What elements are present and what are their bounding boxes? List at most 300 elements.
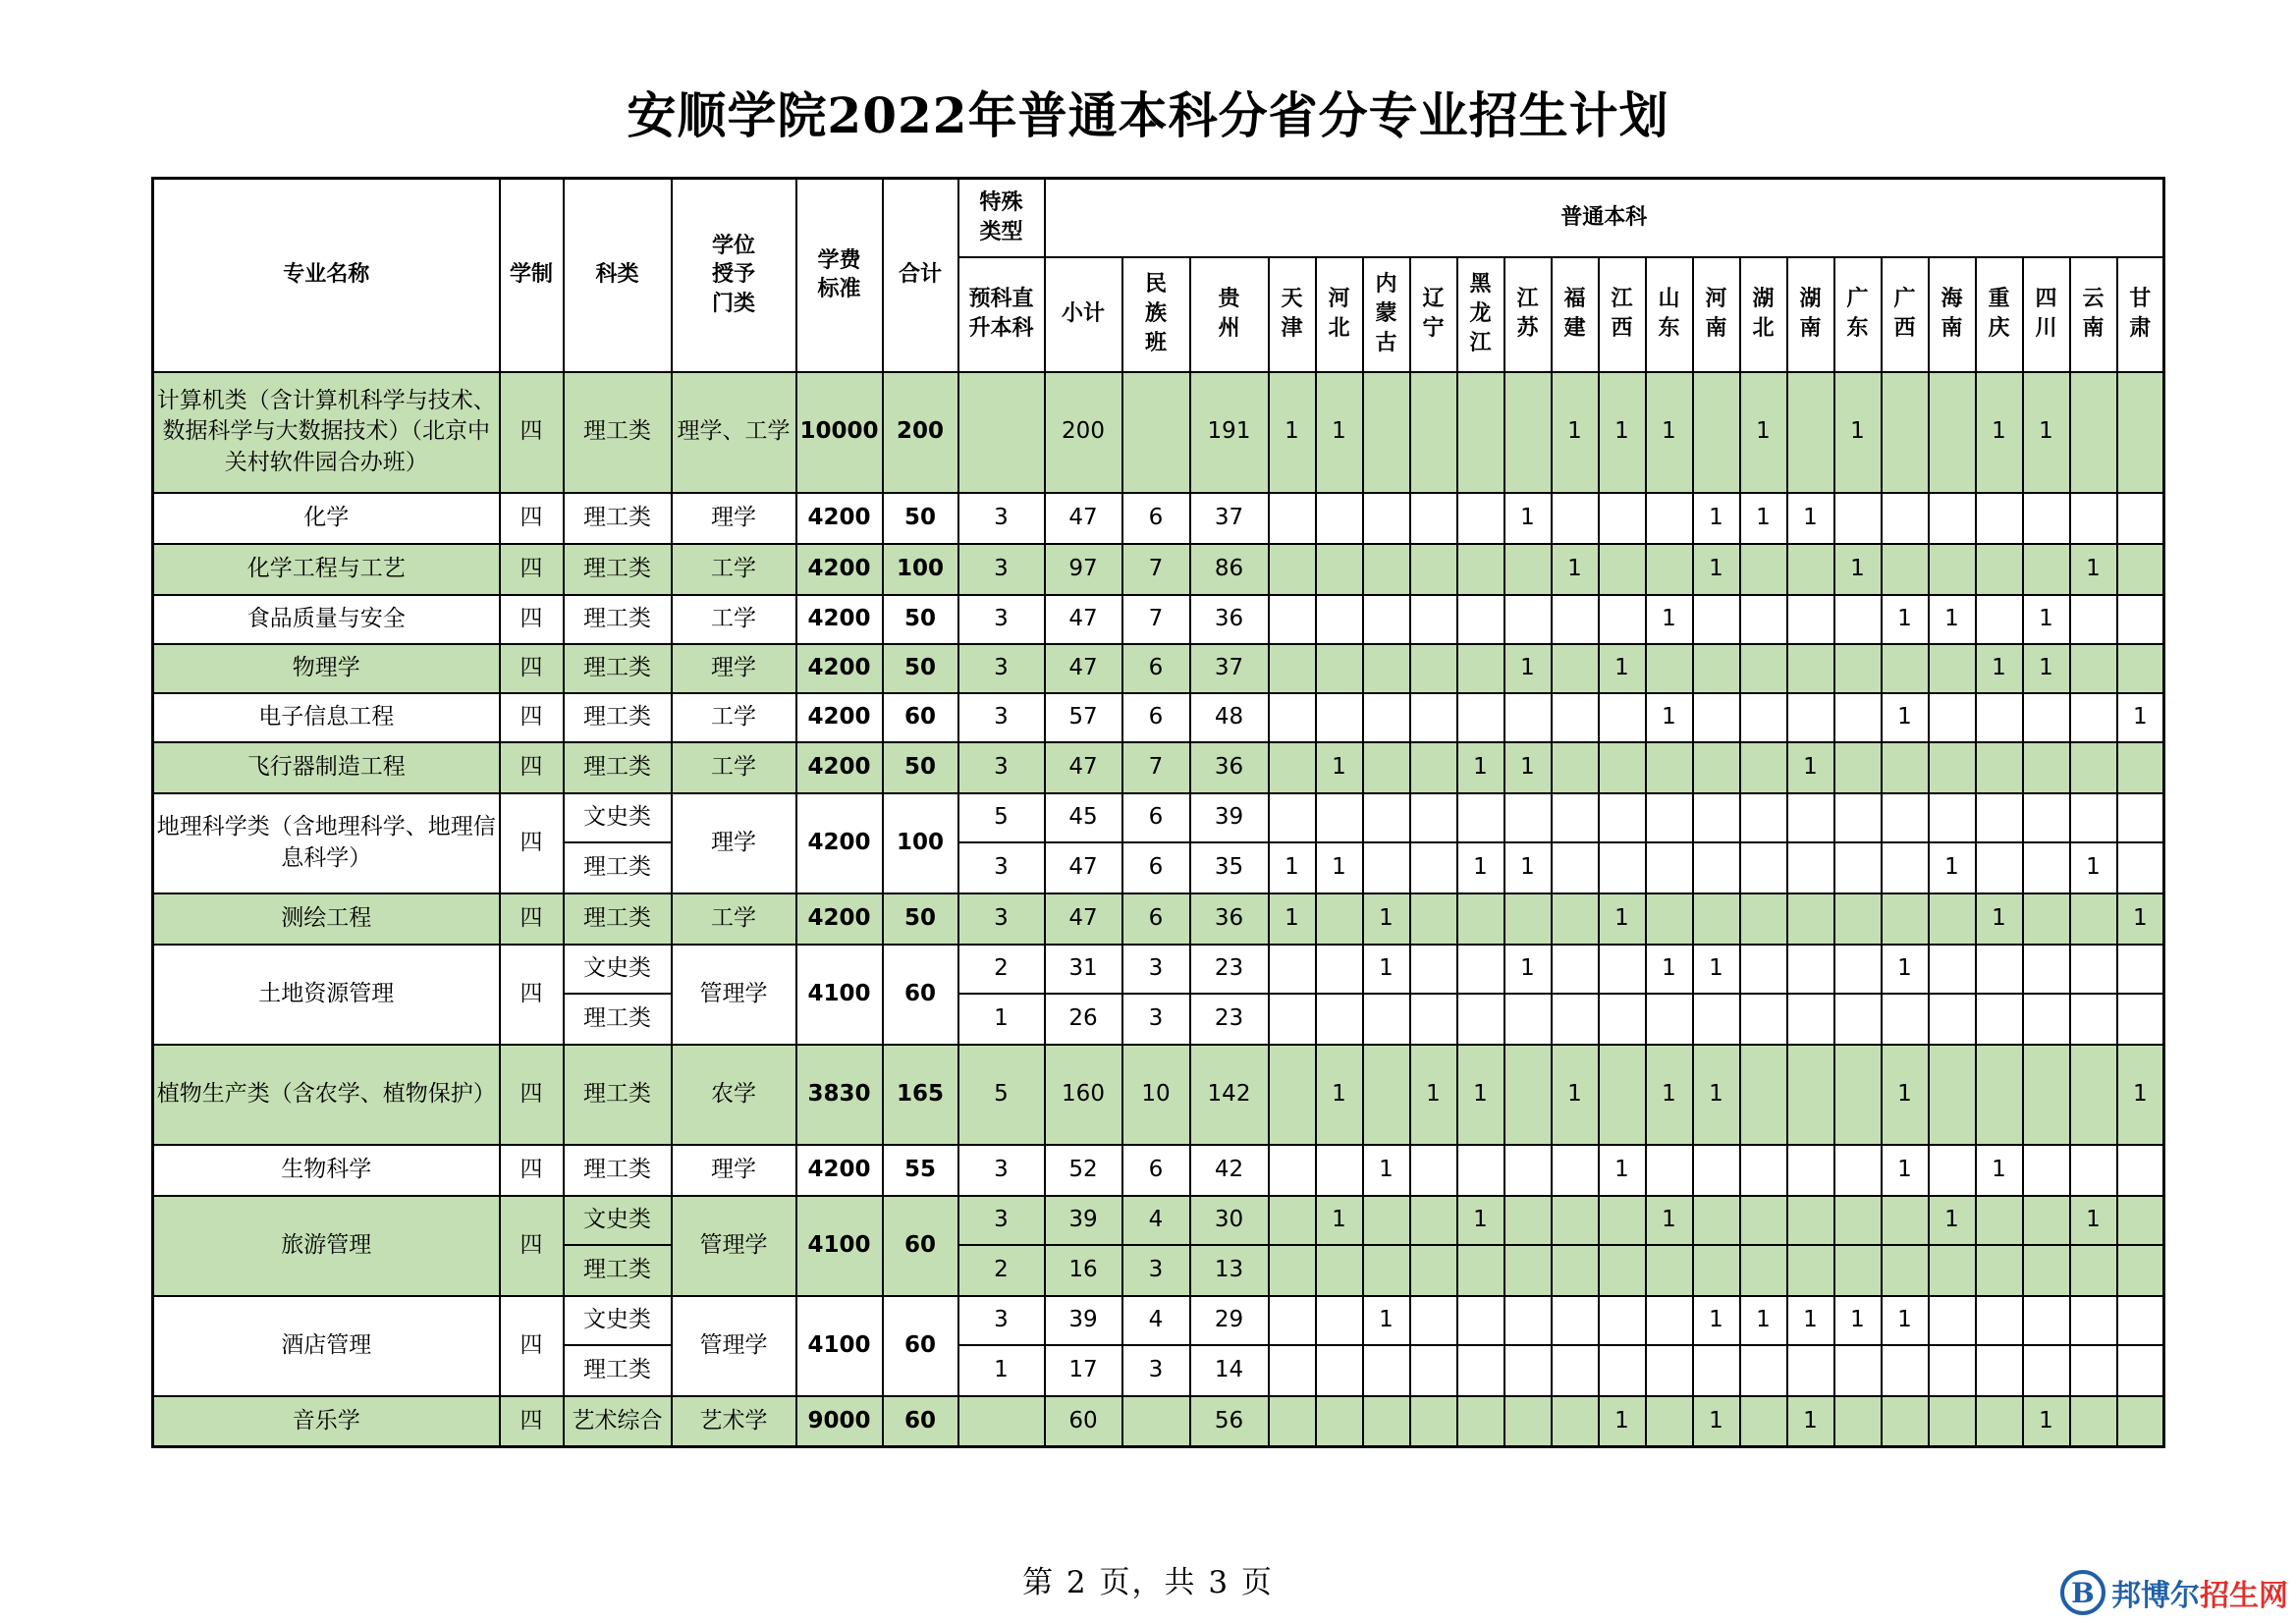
major-name: 食品质量与安全 — [153, 595, 500, 644]
province-quota-cell: 14 — [1190, 1345, 1269, 1396]
province-quota-cell: 1 — [1363, 1145, 1410, 1196]
province-quota-cell — [1834, 693, 1882, 742]
province-quota-cell — [1363, 544, 1410, 595]
fee-cell: 4200 — [796, 793, 883, 893]
province-quota-cell — [1363, 842, 1410, 893]
province-quota-cell — [1316, 1245, 1363, 1296]
province-quota-cell — [2117, 493, 2164, 544]
table-row — [153, 493, 2164, 544]
province-quota-cell — [1693, 893, 1740, 945]
province-quota-cell: 1 — [1976, 372, 2023, 493]
province-quota-cell — [1646, 644, 1693, 693]
province-quota-cell — [1269, 1396, 1316, 1447]
province-quota-cell — [2117, 742, 2164, 793]
major-name: 计算机类（含计算机科学与技术、数据科学与大数据技术）（北京中关村软件园合办班） — [153, 372, 500, 493]
province-quota-cell — [1834, 842, 1882, 893]
header-province — [1316, 257, 1363, 372]
province-quota-cell — [2117, 842, 2164, 893]
province-quota-cell: 29 — [1190, 1296, 1269, 1345]
province-quota-cell — [1504, 1396, 1552, 1447]
province-quota-cell — [1646, 1396, 1693, 1447]
province-quota-cell — [1976, 1396, 2023, 1447]
duration-cell: 四 — [500, 742, 564, 793]
total-cell: 50 — [883, 742, 958, 793]
major-name: 生物科学 — [153, 1145, 500, 1196]
yuke-cell: 5 — [958, 793, 1045, 842]
province-quota-cell — [1646, 842, 1693, 893]
table-row — [153, 1045, 2164, 1145]
province-quota-cell — [2070, 1145, 2117, 1196]
province-quota-cell — [1363, 644, 1410, 693]
table-row — [153, 644, 2164, 693]
province-quota-cell — [2070, 945, 2117, 994]
province-quota-cell — [1834, 1196, 1882, 1245]
province-quota-cell: 1 — [1269, 842, 1316, 893]
major-name: 物理学 — [153, 644, 500, 693]
subtotal-cell: 47 — [1045, 644, 1122, 693]
province-quota-cell — [1410, 842, 1457, 893]
major-name: 旅游管理 — [153, 1196, 500, 1296]
province-quota-cell: 1 — [1693, 1296, 1740, 1345]
province-quota-cell: 39 — [1190, 793, 1269, 842]
province-quota-cell: 37 — [1190, 644, 1269, 693]
duration-cell: 四 — [500, 595, 564, 644]
province-quota-cell — [1976, 793, 2023, 842]
province-quota-cell — [1976, 1296, 2023, 1345]
province-quota-cell — [1457, 1245, 1504, 1296]
province-quota-cell — [1740, 544, 1787, 595]
province-quota-cell: 1 — [1834, 544, 1882, 595]
province-quota-cell: 1 — [1693, 945, 1740, 994]
province-quota-cell: 1 — [1552, 544, 1599, 595]
province-quota-cell: 1 — [1552, 372, 1599, 493]
province-quota-cell — [1929, 1345, 1976, 1396]
province-quota-cell — [2023, 893, 2070, 945]
province-quota-cell — [1504, 1145, 1552, 1196]
province-quota-cell — [1834, 493, 1882, 544]
province-quota-cell — [1599, 1045, 1646, 1145]
province-quota-cell — [1834, 1045, 1882, 1145]
subtotal-cell: 16 — [1045, 1245, 1122, 1296]
province-quota-cell — [1457, 693, 1504, 742]
province-quota-cell — [1552, 793, 1599, 842]
province-quota-cell — [1410, 893, 1457, 945]
subtotal-cell: 200 — [1045, 372, 1122, 493]
province-quota-cell — [1410, 693, 1457, 742]
degree-cell: 工学 — [672, 893, 796, 945]
province-quota-cell: 37 — [1190, 493, 1269, 544]
province-quota-cell: 1 — [2023, 372, 2070, 493]
province-quota-cell — [1787, 1145, 1834, 1196]
province-quota-cell — [1504, 1196, 1552, 1245]
province-quota-cell: 1 — [1504, 742, 1552, 793]
total-cell: 60 — [883, 945, 958, 1045]
province-quota-cell: 1 — [1646, 1045, 1693, 1145]
track-cell: 理工类 — [564, 1245, 672, 1296]
province-quota-cell — [1976, 693, 2023, 742]
header-total: 合计 — [883, 179, 958, 372]
province-quota-cell — [1316, 493, 1363, 544]
province-quota-cell — [1834, 994, 1882, 1045]
duration-cell: 四 — [500, 372, 564, 493]
province-quota-cell: 1 — [1693, 1396, 1740, 1447]
province-quota-cell — [1834, 1245, 1882, 1296]
province-quota-cell — [1787, 544, 1834, 595]
header-minzu-label: 民族班 — [1144, 272, 1167, 355]
total-cell: 60 — [883, 1296, 958, 1396]
province-quota-cell: 1 — [1457, 1196, 1504, 1245]
province-quota-cell — [1504, 1296, 1552, 1345]
table-row — [153, 893, 2164, 945]
province-quota-cell: 13 — [1190, 1245, 1269, 1296]
header-duration: 学制 — [500, 179, 564, 372]
header-province-label: 广西 — [1893, 287, 1916, 341]
province-quota-cell: 1 — [1316, 842, 1363, 893]
province-quota-cell — [1316, 793, 1363, 842]
province-quota-cell — [1834, 945, 1882, 994]
province-quota-cell — [1269, 1345, 1316, 1396]
fee-cell: 4200 — [796, 1145, 883, 1196]
province-quota-cell — [1599, 1245, 1646, 1296]
province-quota-cell — [2070, 1245, 2117, 1296]
province-quota-cell — [1834, 893, 1882, 945]
header-province — [1190, 257, 1269, 372]
province-quota-cell — [1882, 742, 1929, 793]
province-quota-cell — [2070, 793, 2117, 842]
province-quota-cell: 36 — [1190, 893, 1269, 945]
province-quota-cell — [1646, 793, 1693, 842]
track-cell: 理工类 — [564, 595, 672, 644]
province-quota-cell — [1363, 693, 1410, 742]
province-quota-cell — [1363, 1396, 1410, 1447]
province-quota-cell — [1269, 994, 1316, 1045]
province-quota-cell — [1599, 1296, 1646, 1345]
minzu-cell: 6 — [1122, 693, 1190, 742]
track-cell: 理工类 — [564, 644, 672, 693]
province-quota-cell — [2117, 1196, 2164, 1245]
fee-cell: 4200 — [796, 544, 883, 595]
province-quota-cell — [1740, 793, 1787, 842]
province-quota-cell: 1 — [2070, 544, 2117, 595]
province-quota-cell — [1457, 544, 1504, 595]
province-quota-cell — [1457, 1145, 1504, 1196]
province-quota-cell: 1 — [2070, 842, 2117, 893]
header-province — [1363, 257, 1410, 372]
province-quota-cell: 1 — [1410, 1045, 1457, 1145]
province-quota-cell — [2117, 544, 2164, 595]
yuke-cell: 3 — [958, 742, 1045, 793]
province-quota-cell — [1504, 1345, 1552, 1396]
degree-cell: 农学 — [672, 1045, 796, 1145]
province-quota-cell — [1693, 693, 1740, 742]
province-quota-cell — [1552, 1296, 1599, 1345]
province-quota-cell — [2023, 544, 2070, 595]
table-row — [153, 1296, 2164, 1345]
province-quota-cell — [2070, 994, 2117, 1045]
province-quota-cell — [1882, 893, 1929, 945]
major-name: 测绘工程 — [153, 893, 500, 945]
table-row — [153, 1196, 2164, 1245]
minzu-cell: 7 — [1122, 595, 1190, 644]
province-quota-cell — [1457, 1396, 1504, 1447]
total-cell: 200 — [883, 372, 958, 493]
track-cell: 艺术综合 — [564, 1396, 672, 1447]
yuke-cell: 3 — [958, 693, 1045, 742]
province-quota-cell — [2070, 893, 2117, 945]
province-quota-cell: 1 — [1269, 372, 1316, 493]
province-quota-cell — [1929, 1296, 1976, 1345]
total-cell: 60 — [883, 1196, 958, 1296]
province-quota-cell — [1410, 493, 1457, 544]
degree-cell: 管理学 — [672, 1196, 796, 1296]
province-quota-cell — [1646, 493, 1693, 544]
province-quota-cell — [1410, 945, 1457, 994]
province-quota-cell — [1457, 595, 1504, 644]
header-province — [1504, 257, 1552, 372]
total-cell: 60 — [883, 693, 958, 742]
major-name: 化学 — [153, 493, 500, 544]
degree-cell: 工学 — [672, 742, 796, 793]
province-quota-cell — [1693, 842, 1740, 893]
province-quota-cell: 1 — [1929, 1196, 1976, 1245]
province-quota-cell — [1787, 893, 1834, 945]
province-quota-cell — [1882, 544, 1929, 595]
logo-text-accent: 招生网 — [2200, 1579, 2288, 1613]
province-quota-cell — [1976, 1245, 2023, 1296]
province-quota-cell: 1 — [1457, 842, 1504, 893]
province-quota-cell — [1929, 893, 1976, 945]
province-quota-cell — [1552, 945, 1599, 994]
minzu-cell: 6 — [1122, 842, 1190, 893]
province-quota-cell — [2070, 693, 2117, 742]
total-cell: 100 — [883, 793, 958, 893]
province-quota-cell — [1457, 793, 1504, 842]
province-quota-cell — [1787, 945, 1834, 994]
province-quota-cell — [2023, 1296, 2070, 1345]
major-name: 植物生产类（含农学、植物保护） — [153, 1045, 500, 1145]
province-quota-cell — [1646, 1345, 1693, 1396]
province-quota-cell — [1740, 945, 1787, 994]
fee-cell: 4100 — [796, 1196, 883, 1296]
province-quota-cell — [1269, 793, 1316, 842]
province-quota-cell — [1834, 793, 1882, 842]
fee-cell: 4200 — [796, 893, 883, 945]
province-quota-cell — [1599, 595, 1646, 644]
province-quota-cell — [2023, 1145, 2070, 1196]
province-quota-cell — [1646, 994, 1693, 1045]
province-quota-cell — [1693, 793, 1740, 842]
province-quota-cell — [1646, 544, 1693, 595]
province-quota-cell — [1787, 994, 1834, 1045]
header-province — [2070, 257, 2117, 372]
province-quota-cell — [1976, 493, 2023, 544]
province-quota-cell — [1552, 493, 1599, 544]
province-quota-cell: 1 — [1646, 1196, 1693, 1245]
province-quota-cell — [1457, 994, 1504, 1045]
province-quota-cell — [1882, 793, 1929, 842]
province-quota-cell: 1 — [1787, 1296, 1834, 1345]
province-quota-cell — [1410, 1296, 1457, 1345]
province-quota-cell: 1 — [1363, 1296, 1410, 1345]
header-province — [1552, 257, 1599, 372]
province-quota-cell: 1 — [1457, 742, 1504, 793]
province-quota-cell — [2070, 1345, 2117, 1396]
province-quota-cell: 1 — [1882, 1045, 1929, 1145]
province-quota-cell — [1599, 842, 1646, 893]
track-cell: 文史类 — [564, 1196, 672, 1245]
province-quota-cell — [1740, 1045, 1787, 1145]
province-quota-cell: 1 — [2117, 693, 2164, 742]
province-quota-cell — [2023, 742, 2070, 793]
province-quota-cell — [1929, 544, 1976, 595]
province-quota-cell — [1410, 1196, 1457, 1245]
province-quota-cell — [1929, 644, 1976, 693]
province-quota-cell — [2070, 1296, 2117, 1345]
track-cell: 理工类 — [564, 693, 672, 742]
header-province — [1976, 257, 2023, 372]
province-quota-cell — [2023, 842, 2070, 893]
province-quota-cell — [1646, 1145, 1693, 1196]
total-cell: 50 — [883, 644, 958, 693]
total-cell: 60 — [883, 1396, 958, 1447]
degree-cell: 理学 — [672, 793, 796, 893]
degree-cell: 工学 — [672, 544, 796, 595]
header-track: 科类 — [564, 179, 672, 372]
province-quota-cell — [1599, 1345, 1646, 1396]
province-quota-cell — [1552, 1145, 1599, 1196]
subtotal-cell: 47 — [1045, 595, 1122, 644]
plan-body — [153, 372, 2164, 1447]
track-cell: 文史类 — [564, 945, 672, 994]
header-province-label: 四川 — [2035, 287, 2057, 341]
province-quota-cell — [1599, 994, 1646, 1045]
total-cell: 50 — [883, 595, 958, 644]
province-quota-cell — [2117, 994, 2164, 1045]
minzu-cell: 3 — [1122, 1345, 1190, 1396]
header-special-label: 特殊类型 — [979, 190, 1023, 244]
minzu-cell: 4 — [1122, 1196, 1190, 1245]
province-quota-cell — [2117, 1296, 2164, 1345]
subtotal-cell: 47 — [1045, 493, 1122, 544]
province-quota-cell — [1882, 842, 1929, 893]
province-quota-cell — [1410, 544, 1457, 595]
province-quota-cell — [1457, 644, 1504, 693]
province-quota-cell — [2023, 1196, 2070, 1245]
province-quota-cell — [1410, 644, 1457, 693]
province-quota-cell: 1 — [1363, 945, 1410, 994]
province-quota-cell — [2117, 793, 2164, 842]
fee-cell: 3830 — [796, 1045, 883, 1145]
province-quota-cell — [1929, 493, 1976, 544]
degree-cell: 工学 — [672, 595, 796, 644]
province-quota-cell — [1552, 1396, 1599, 1447]
province-quota-cell — [1693, 742, 1740, 793]
header-province — [1882, 257, 1929, 372]
header-minzu — [1122, 257, 1190, 372]
province-quota-cell — [1410, 793, 1457, 842]
province-quota-cell — [1693, 1196, 1740, 1245]
province-quota-cell — [1504, 793, 1552, 842]
province-quota-cell — [1787, 842, 1834, 893]
province-quota-cell: 1 — [1693, 493, 1740, 544]
province-quota-cell — [1269, 544, 1316, 595]
province-quota-cell — [1740, 644, 1787, 693]
province-quota-cell — [2023, 493, 2070, 544]
province-quota-cell — [1504, 994, 1552, 1045]
province-quota-cell — [1929, 1145, 1976, 1196]
table-row — [153, 372, 2164, 493]
province-quota-cell — [1740, 1145, 1787, 1196]
province-quota-cell — [1929, 742, 1976, 793]
province-quota-cell — [2070, 493, 2117, 544]
header-province-label: 贵州 — [1218, 287, 1240, 341]
province-quota-cell — [1269, 742, 1316, 793]
province-quota-cell: 1 — [2117, 1045, 2164, 1145]
province-quota-cell — [2070, 644, 2117, 693]
province-quota-cell — [2070, 595, 2117, 644]
page-footer: 第 2 页，共 3 页 — [1022, 1565, 1274, 1600]
province-quota-cell — [1410, 994, 1457, 1045]
province-quota-cell — [2023, 1045, 2070, 1145]
province-quota-cell — [1976, 945, 2023, 994]
province-quota-cell — [1363, 742, 1410, 793]
province-quota-cell — [1976, 544, 2023, 595]
province-quota-cell — [1646, 1245, 1693, 1296]
logo-mark-icon: B — [2060, 1570, 2105, 1615]
degree-cell: 理学 — [672, 493, 796, 544]
track-cell: 理工类 — [564, 1145, 672, 1196]
header-province — [1269, 257, 1316, 372]
yuke-cell: 3 — [958, 1296, 1045, 1345]
province-quota-cell — [1552, 1245, 1599, 1296]
header-province — [2023, 257, 2070, 372]
province-quota-cell — [2117, 945, 2164, 994]
subtotal-cell: 52 — [1045, 1145, 1122, 1196]
duration-cell: 四 — [500, 945, 564, 1045]
province-quota-cell — [1504, 544, 1552, 595]
header-general: 普通本科 — [1045, 179, 2164, 257]
province-quota-cell: 23 — [1190, 994, 1269, 1045]
province-quota-cell — [1363, 994, 1410, 1045]
province-quota-cell: 1 — [1599, 372, 1646, 493]
province-quota-cell — [1882, 1245, 1929, 1296]
minzu-cell: 6 — [1122, 793, 1190, 842]
header-province-label: 天津 — [1281, 287, 1303, 341]
province-quota-cell: 1 — [1976, 893, 2023, 945]
province-quota-cell — [1787, 372, 1834, 493]
province-quota-cell — [1882, 372, 1929, 493]
header-province — [1693, 257, 1740, 372]
province-quota-cell: 1 — [1929, 595, 1976, 644]
subtotal-cell: 160 — [1045, 1045, 1122, 1145]
site-logo — [2060, 1567, 2288, 1618]
minzu-cell: 6 — [1122, 493, 1190, 544]
province-quota-cell — [1740, 994, 1787, 1045]
yuke-cell: 3 — [958, 493, 1045, 544]
header-province-label: 广东 — [1846, 287, 1869, 341]
province-quota-cell — [1316, 1145, 1363, 1196]
minzu-cell: 10 — [1122, 1045, 1190, 1145]
province-quota-cell — [1834, 595, 1882, 644]
track-cell: 理工类 — [564, 842, 672, 893]
province-quota-cell: 1 — [1740, 372, 1787, 493]
province-quota-cell — [1316, 595, 1363, 644]
province-quota-cell — [1976, 742, 2023, 793]
subtotal-cell: 57 — [1045, 693, 1122, 742]
province-quota-cell — [2117, 595, 2164, 644]
enrollment-plan-table — [151, 177, 2165, 1448]
degree-cell: 管理学 — [672, 1296, 796, 1396]
